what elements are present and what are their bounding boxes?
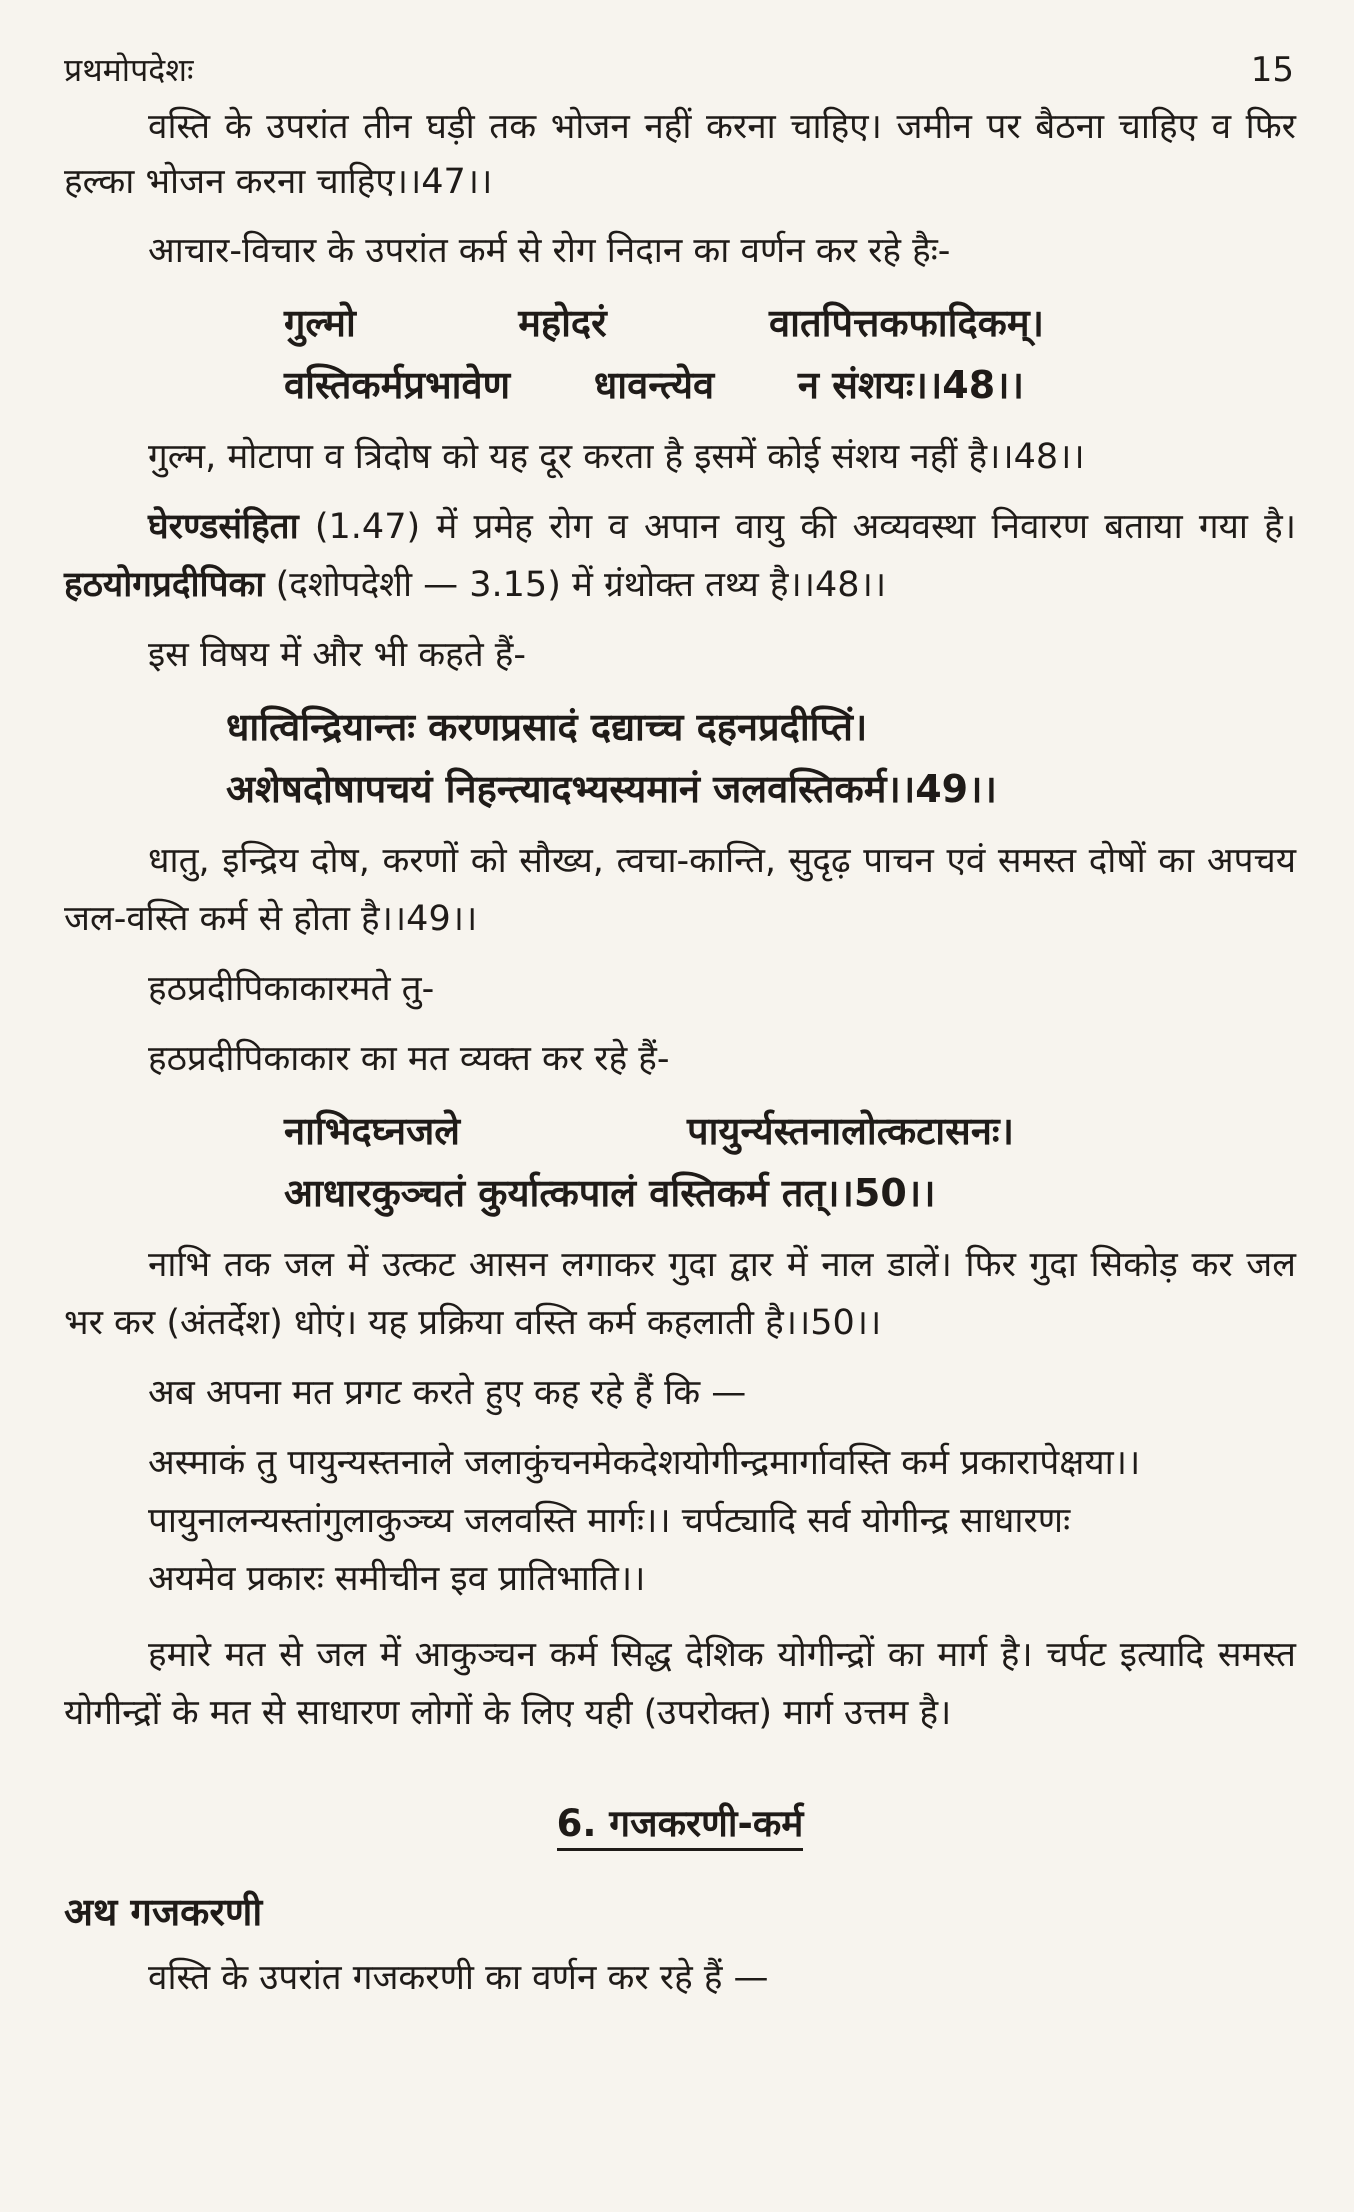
paragraph-9: नाभि तक जल में उत्कट आसन लगाकर गुदा द्वार में नाल डालें। फिर गुदा सिकोड़ कर जल भर कर (अंतर्देश) धोएं। यह प्रक्रिया वस्ति कर्म कहलाती है।।50।।	[64, 1245, 1296, 1343]
paragraph-11-line-2: पायुनालन्यस्तांगुलाकुञ्च्य जलवस्ति मार्गः।। चर्पट्यादि सर्व योगीन्द्र साधारणः	[148, 1501, 1071, 1541]
verse-49-line-1: धात्विन्द्रियान्तः करणप्रसादं दद्याच्च दहनप्रदीप्तिं।	[226, 705, 868, 749]
paragraph-6: धातु, इन्द्रिय दोष, करणों को सौख्य, त्वचा-कान्ति, सुदृढ़ पाचन एवं समस्त दोषों का अपचय जल-वस्ति कर्म से होता है।।49।।	[64, 841, 1296, 939]
verse-48-line-2	[284, 354, 1024, 416]
verse-48-line-2-mid: धावन्त्येव	[593, 363, 715, 407]
verse-50-line-1-right: पायुर्न्यस्तनालोत्कटासनः।	[687, 1109, 1014, 1153]
paragraph-4	[64, 498, 1296, 614]
verse-50-line-2: आधारकुञ्चतं कुर्यात्कपालं वस्तिकर्म तत्।।50।।	[284, 1171, 936, 1215]
paragraph-12: हमारे मत से जल में आकुञ्चन कर्म सिद्ध देशिक योगीन्द्रों का मार्ग है। चर्पट इत्यादि समस्त योगीन्द्रों के मत से साधारण लोगों के लिए यही (उपरोक्त) मार्ग उत्तम है।	[64, 1635, 1296, 1733]
paragraph-4-lead-2: हठयोगप्रदीपिका	[64, 565, 265, 605]
paragraph-10: अब अपना मत प्रगट करते हुए कह रहे हैं कि —	[148, 1373, 747, 1413]
verse-49	[64, 696, 1296, 820]
section-intro: वस्ति के उपरांत गजकरणी का वर्णन कर रहे हैं —	[148, 1958, 769, 1998]
verse-50	[64, 1100, 1296, 1224]
page-header	[64, 0, 1296, 100]
verse-50-line-1	[284, 1100, 1014, 1162]
paragraph-11	[64, 1434, 1296, 1608]
section-title	[64, 1796, 1296, 1847]
verse-48-line-1-right: वातपित्तकफादिकम्।	[769, 301, 1044, 345]
paragraph-4-text: (1.47) में प्रमेह रोग व अपान वायु की अव्यवस्था निवारण बताया गया है।	[298, 507, 1296, 547]
paragraph-11-line-3: अयमेव प्रकारः समीचीन इव प्रातिभाति।।	[148, 1559, 646, 1599]
verse-48-line-1-mid: महोदरं	[518, 301, 607, 345]
paragraph-7: हठप्रदीपिकाकारमते तु-	[148, 969, 435, 1009]
verse-50-line-1-left: नाभिदघ्नजले	[284, 1109, 461, 1153]
verse-48-line-2-left: वस्तिकर्मप्रभावेण	[284, 363, 511, 407]
section-title-text: 6. गजकरणी-कर्म	[557, 1802, 804, 1851]
verse-48-line-1	[284, 292, 1044, 354]
paragraph-4-lead: घेरण्डसंहिता	[148, 507, 299, 547]
paragraph-3: गुल्म, मोटापा व त्रिदोष को यह दूर करता है इसमें कोई संशय नहीं है।।48।।	[148, 437, 1085, 477]
paragraph-4-text-2: (दशोपदेशी — 3.15) में ग्रंथोक्त तथ्य है।।48।।	[264, 565, 887, 605]
paragraph-2: आचार-विचार के उपरांत कर्म से रोग निदान का वर्णन कर रहे हैः-	[148, 231, 951, 271]
paragraph-1: वस्ति के उपरांत तीन घड़ी तक भोजन नहीं करना चाहिए। जमीन पर बैठना चाहिए व फिर हल्का भोजन करना चाहिए।।47।।	[64, 107, 1296, 202]
verse-48-line-1-left: गुल्मो	[284, 301, 356, 345]
verse-48	[64, 292, 1296, 416]
verse-49-line-2: अशेषदोषापचयं निहन्त्यादभ्यस्यमानं जलवस्तिकर्म।।49।।	[226, 767, 997, 811]
paragraph-8: हठप्रदीपिकाकार का मत व्यक्त कर रहे हैं-	[148, 1039, 670, 1079]
section-subheading: अथ गजकरणी	[64, 1890, 263, 1934]
verse-48-line-2-right: न संशयः।।48।।	[797, 363, 1024, 407]
page-number: 15	[1250, 50, 1294, 90]
paragraph-5: इस विषय में और भी कहते हैं-	[148, 635, 527, 675]
running-head: प्रथमोपदेशः	[64, 51, 194, 89]
paragraph-11-line-1: अस्माकं तु पायुन्यस्तनाले जलाकुंचनमेकदेशयोगीन्द्रमार्गावस्ति कर्म प्रकारापेक्षया।।	[148, 1443, 1141, 1483]
